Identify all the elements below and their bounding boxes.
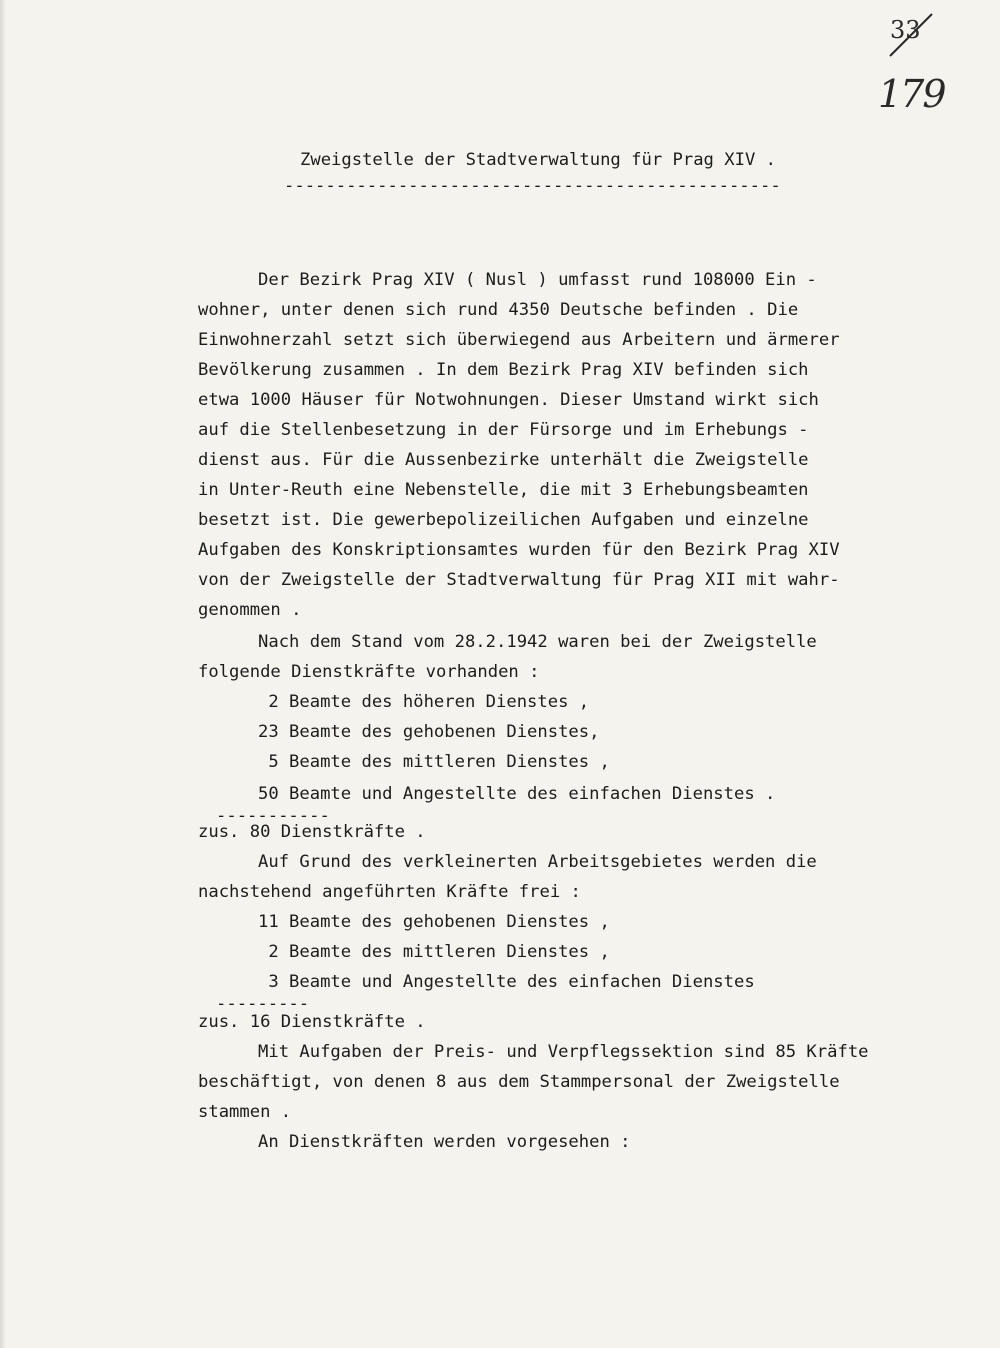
paragraph-line: etwa 1000 Häuser für Notwohnungen. Dieser Umstand wirkt sich: [198, 390, 819, 410]
paragraph-line: stammen .: [198, 1102, 292, 1122]
paragraph-line: in Unter-Reuth eine Nebenstelle, die mit 3 Erhebungsbeamten: [198, 480, 809, 500]
paragraph-line: beschäftigt, von denen 8 aus dem Stammpersonal der Zweigstelle: [198, 1072, 840, 1092]
paragraph-line: Mit Aufgaben der Preis- und Verpflegssektion sind 85 Kräfte: [258, 1042, 869, 1062]
paragraph-line: Der Bezirk Prag XIV ( Nusl ) umfasst rund 108000 Ein -: [258, 270, 817, 290]
paragraph-line: nachstehend angeführten Kräfte frei :: [198, 882, 581, 902]
folio-number: 33: [890, 16, 921, 44]
paragraph-line: folgende Dienstkräfte vorhanden :: [198, 662, 540, 682]
paragraph-line: Bevölkerung zusammen . In dem Bezirk Prag XIV befinden sich: [198, 360, 809, 380]
freed-staff-item: 2 Beamte des mittleren Dienstes ,: [258, 942, 610, 962]
handwritten-folio: 179: [878, 72, 945, 116]
staff-list-item: 2 Beamte des höheren Dienstes ,: [258, 692, 590, 712]
paragraph-line: besetzt ist. Die gewerbepolizeilichen Aufgaben und einzelne: [198, 510, 809, 530]
staff-list-item: 5 Beamte des mittleren Dienstes ,: [258, 752, 610, 772]
paragraph-line: genommen .: [198, 600, 302, 620]
freed-staff-item: 3 Beamte und Angestellte des einfachen Dienstes: [258, 972, 755, 992]
staff-list-item: 23 Beamte des gehobenen Dienstes,: [258, 722, 600, 742]
staff-total: zus. 16 Dienstkräfte .: [198, 1012, 426, 1032]
paragraph-line: Aufgaben des Konskriptionsamtes wurden für den Bezirk Prag XIV: [198, 540, 840, 560]
paragraph-line: Nach dem Stand vom 28.2.1942 waren bei der Zweigstelle: [258, 632, 817, 652]
staff-list-item: 50 Beamte und Angestellte des einfachen Dienstes .: [258, 784, 776, 804]
document-title: Zweigstelle der Stadtverwaltung für Prag XIV .: [300, 150, 776, 170]
sum-rule: -----------: [216, 806, 330, 826]
paragraph-line: An Dienstkräften werden vorgesehen :: [258, 1132, 631, 1152]
paragraph-line: Auf Grund des verkleinerten Arbeitsgebietes werden die: [258, 852, 817, 872]
paragraph-line: Einwohnerzahl setzt sich überwiegend aus Arbeitern und ärmerer: [198, 330, 840, 350]
page-edge: [0, 0, 6, 1348]
folio-strike-mark: [884, 10, 936, 60]
paragraph-line: dienst aus. Für die Aussenbezirke unterhält die Zweigstelle: [198, 450, 809, 470]
staff-total: zus. 80 Dienstkräfte .: [198, 822, 426, 842]
sum-rule: ---------: [216, 994, 310, 1014]
paragraph-line: von der Zweigstelle der Stadtverwaltung für Prag XII mit wahr-: [198, 570, 840, 590]
freed-staff-item: 11 Beamte des gehobenen Dienstes ,: [258, 912, 610, 932]
title-underline: ------------------------------------------------: [284, 176, 781, 196]
paragraph-line: wohner, unter denen sich rund 4350 Deutsche befinden . Die: [198, 300, 799, 320]
paragraph-line: auf die Stellenbesetzung in der Fürsorge und im Erhebungs -: [198, 420, 809, 440]
